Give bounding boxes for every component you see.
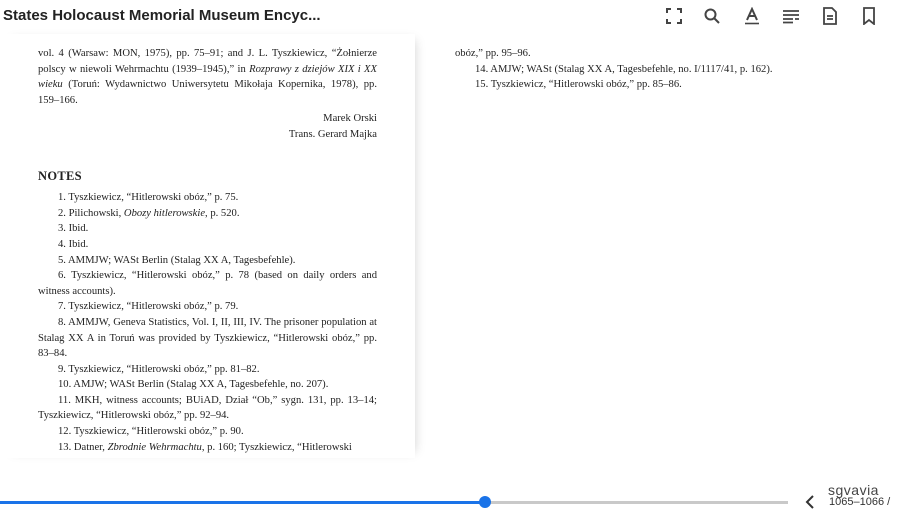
- page-range: 1065–1066 /: [829, 496, 891, 508]
- note-continuation: obóz,” pp. 95–96.: [455, 48, 531, 59]
- note-text: 2. Pilichowski,: [58, 207, 124, 219]
- note-item: 3. Ibid.: [58, 223, 89, 235]
- left-page-text: [38, 46, 377, 455]
- note-item: 1. Tyszkiewicz, “Hitlerowski obóz,” p. 75.: [58, 192, 239, 204]
- note-text: , p. 160; Tyszkiewicz, “Hitlerowski: [201, 441, 352, 453]
- intro-title-italic: Rozprawy z dziejów XIX i XX wieku: [38, 63, 377, 91]
- chevron-left-icon: [803, 494, 819, 510]
- note-item: 10. AMJW; WASt Berlin (Stalag XX A, Tagesbefehle, no. 207).: [58, 379, 329, 391]
- note-item: 15. Tyszkiewicz, “Hitlerowski obóz,” pp. 85–86.: [475, 79, 682, 91]
- top-toolbar: [0, 0, 900, 34]
- notes-heading: NOTES: [38, 168, 82, 183]
- note-item: [38, 440, 377, 456]
- note-text: 13. Datner,: [58, 441, 108, 453]
- note-italic: Obozy hitlerowskie: [123, 207, 206, 219]
- note-item: 8. AMMJW, Geneva Statistics, Vol. I, II, III, IV. The prisoner population at Stalag XX A in Toruń was provided by Tyszkiewicz, “Hitlerowski obóz,” pp. 83–84.: [38, 316, 377, 360]
- translator-name: Trans. Gerard Majka: [288, 128, 377, 140]
- note-text: , p. 520.: [205, 207, 240, 219]
- note-italic: Zbrodnie Wehrmachtu: [107, 441, 202, 453]
- note-item: 9. Tyszkiewicz, “Hitlerowski obóz,” pp. 81–82.: [58, 363, 260, 375]
- intro-text-b: (Toruń: Wydawnictwo Uniwersytetu Mikołaja Kopernika, 1978), pp. 159–166.: [38, 79, 377, 106]
- page-view-icon[interactable]: [820, 6, 840, 26]
- note-item: 6. Tyszkiewicz, “Hitlerowski obóz,” p. 78 (based on daily orders and witness accounts).: [38, 270, 377, 297]
- book-title: States Holocaust Memorial Museum Encyc...: [3, 7, 321, 24]
- previous-page-button[interactable]: [803, 494, 819, 510]
- intro-text-a: vol. 4 (Warsaw: MON, 1975), pp. 75–91; and J. L. Tyszkiewicz, “Żołnierze polscy w niewoli Wehrmachtu (1939–1945),” in: [38, 48, 377, 75]
- contents-icon[interactable]: [781, 6, 801, 26]
- reading-progress-slider[interactable]: [0, 501, 788, 504]
- progress-fill: [0, 501, 485, 504]
- note-item: 14. AMJW; WASt (Stalag XX A, Tagesbefehle, no. I/1117/41, p. 162).: [475, 63, 773, 75]
- author-name: Marek Orski: [323, 113, 377, 125]
- text-format-icon[interactable]: [742, 6, 762, 26]
- note-item: 7. Tyszkiewicz, “Hitlerowski obóz,” p. 79.: [58, 301, 239, 313]
- note-item: [38, 206, 377, 222]
- bookmark-icon[interactable]: [859, 6, 879, 26]
- right-page-text: [455, 46, 795, 93]
- note-item: 11. MKH, witness accounts; BUiAD, Dział “Ob,” sygn. 131, pp. 13–14; Tyszkiewicz, “Hitlerowski obóz,” pp. 92–94.: [38, 394, 377, 422]
- note-item: 12. Tyszkiewicz, “Hitlerowski obóz,” p. 90.: [58, 426, 244, 438]
- intro-paragraph: [38, 46, 377, 108]
- progress-handle[interactable]: [479, 496, 491, 508]
- note-item: 5. AMMJW; WASt Berlin (Stalag XX A, Tagesbefehle).: [58, 254, 296, 266]
- search-icon[interactable]: [702, 6, 722, 26]
- fullscreen-icon[interactable]: [664, 6, 684, 26]
- watermark: sgvavia: [828, 482, 879, 498]
- note-item: 4. Ibid.: [58, 238, 89, 250]
